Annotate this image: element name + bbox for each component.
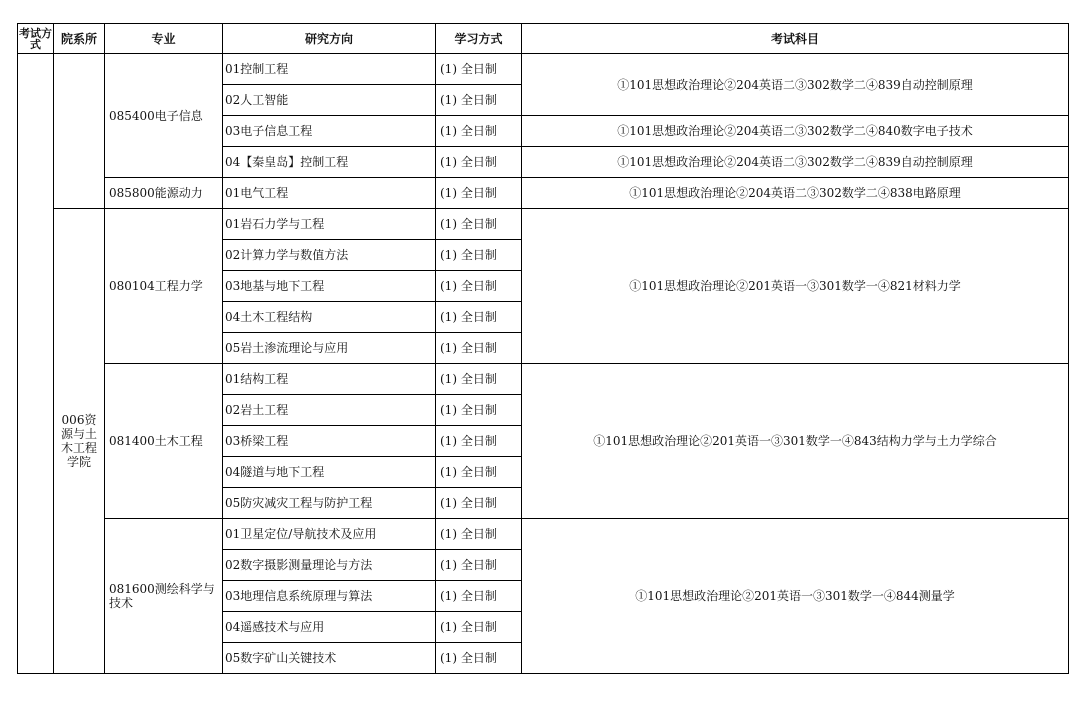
direction-cell: 03地理信息系统原理与算法: [223, 581, 436, 612]
study-mode-cell: (1) 全日制: [436, 395, 522, 426]
study-mode-cell: (1) 全日制: [436, 457, 522, 488]
major-cell: 080104工程力学: [105, 209, 223, 364]
department-cell-empty: [54, 54, 105, 209]
direction-cell: 01控制工程: [223, 54, 436, 85]
study-mode-cell: (1) 全日制: [436, 426, 522, 457]
header-exam-mode: 考试方式: [18, 24, 54, 54]
subjects-cell: ①101思想政治理论②201英语一③301数学一④821材料力学: [522, 209, 1069, 364]
direction-cell: 02计算力学与数值方法: [223, 240, 436, 271]
study-mode-cell: (1) 全日制: [436, 550, 522, 581]
direction-cell: 03桥梁工程: [223, 426, 436, 457]
direction-cell: 05数字矿山关键技术: [223, 643, 436, 674]
direction-cell: 04土木工程结构: [223, 302, 436, 333]
study-mode-cell: (1) 全日制: [436, 178, 522, 209]
table-row: [18, 178, 1069, 209]
direction-cell: 05防灾减灾工程与防护工程: [223, 488, 436, 519]
subjects-cell: ①101思想政治理论②204英语二③302数学二④839自动控制原理: [522, 54, 1069, 116]
study-mode-cell: (1) 全日制: [436, 519, 522, 550]
study-mode-cell: (1) 全日制: [436, 271, 522, 302]
admissions-table: [17, 23, 1069, 674]
direction-cell: 02数字摄影测量理论与方法: [223, 550, 436, 581]
study-mode-cell: (1) 全日制: [436, 54, 522, 85]
table-row: [18, 364, 1069, 395]
header-subjects: 考试科目: [522, 24, 1069, 54]
direction-cell: 01结构工程: [223, 364, 436, 395]
header-department: 院系所: [54, 24, 105, 54]
subjects-cell: ①101思想政治理论②204英语二③302数学二④840数字电子技术: [522, 116, 1069, 147]
table-row: [18, 54, 1069, 85]
department-cell: 006资源与土木工程学院: [54, 209, 105, 674]
study-mode-cell: (1) 全日制: [436, 488, 522, 519]
major-cell: 081400土木工程: [105, 364, 223, 519]
study-mode-cell: (1) 全日制: [436, 643, 522, 674]
exam-mode-cell: [18, 54, 54, 674]
study-mode-cell: (1) 全日制: [436, 116, 522, 147]
direction-cell: 04隧道与地下工程: [223, 457, 436, 488]
study-mode-cell: (1) 全日制: [436, 240, 522, 271]
header-direction: 研究方向: [223, 24, 436, 54]
header-major: 专业: [105, 24, 223, 54]
subjects-cell: ①101思想政治理论②204英语二③302数学二④838电路原理: [522, 178, 1069, 209]
study-mode-cell: (1) 全日制: [436, 612, 522, 643]
subjects-cell: ①101思想政治理论②201英语一③301数学一④843结构力学与土力学综合: [522, 364, 1069, 519]
direction-cell: 01岩石力学与工程: [223, 209, 436, 240]
direction-cell: 04遥感技术与应用: [223, 612, 436, 643]
direction-cell: 01卫星定位/导航技术及应用: [223, 519, 436, 550]
direction-cell: 03地基与地下工程: [223, 271, 436, 302]
study-mode-cell: (1) 全日制: [436, 147, 522, 178]
study-mode-cell: (1) 全日制: [436, 302, 522, 333]
study-mode-cell: (1) 全日制: [436, 333, 522, 364]
header-row: [18, 24, 1069, 54]
table-row: [18, 519, 1069, 550]
major-cell: 085800能源动力: [105, 178, 223, 209]
direction-cell: 03电子信息工程: [223, 116, 436, 147]
subjects-cell: ①101思想政治理论②204英语二③302数学二④839自动控制原理: [522, 147, 1069, 178]
direction-cell: 02人工智能: [223, 85, 436, 116]
study-mode-cell: (1) 全日制: [436, 364, 522, 395]
direction-cell: 04【秦皇岛】控制工程: [223, 147, 436, 178]
subjects-cell: ①101思想政治理论②201英语一③301数学一④844测量学: [522, 519, 1069, 674]
study-mode-cell: (1) 全日制: [436, 209, 522, 240]
direction-cell: 01电气工程: [223, 178, 436, 209]
direction-cell: 02岩土工程: [223, 395, 436, 426]
study-mode-cell: (1) 全日制: [436, 581, 522, 612]
major-cell: 085400电子信息: [105, 54, 223, 178]
study-mode-cell: (1) 全日制: [436, 85, 522, 116]
header-study-mode: 学习方式: [436, 24, 522, 54]
table-row: [18, 209, 1069, 240]
direction-cell: 05岩土渗流理论与应用: [223, 333, 436, 364]
major-cell: 081600测绘科学与技术: [105, 519, 223, 674]
